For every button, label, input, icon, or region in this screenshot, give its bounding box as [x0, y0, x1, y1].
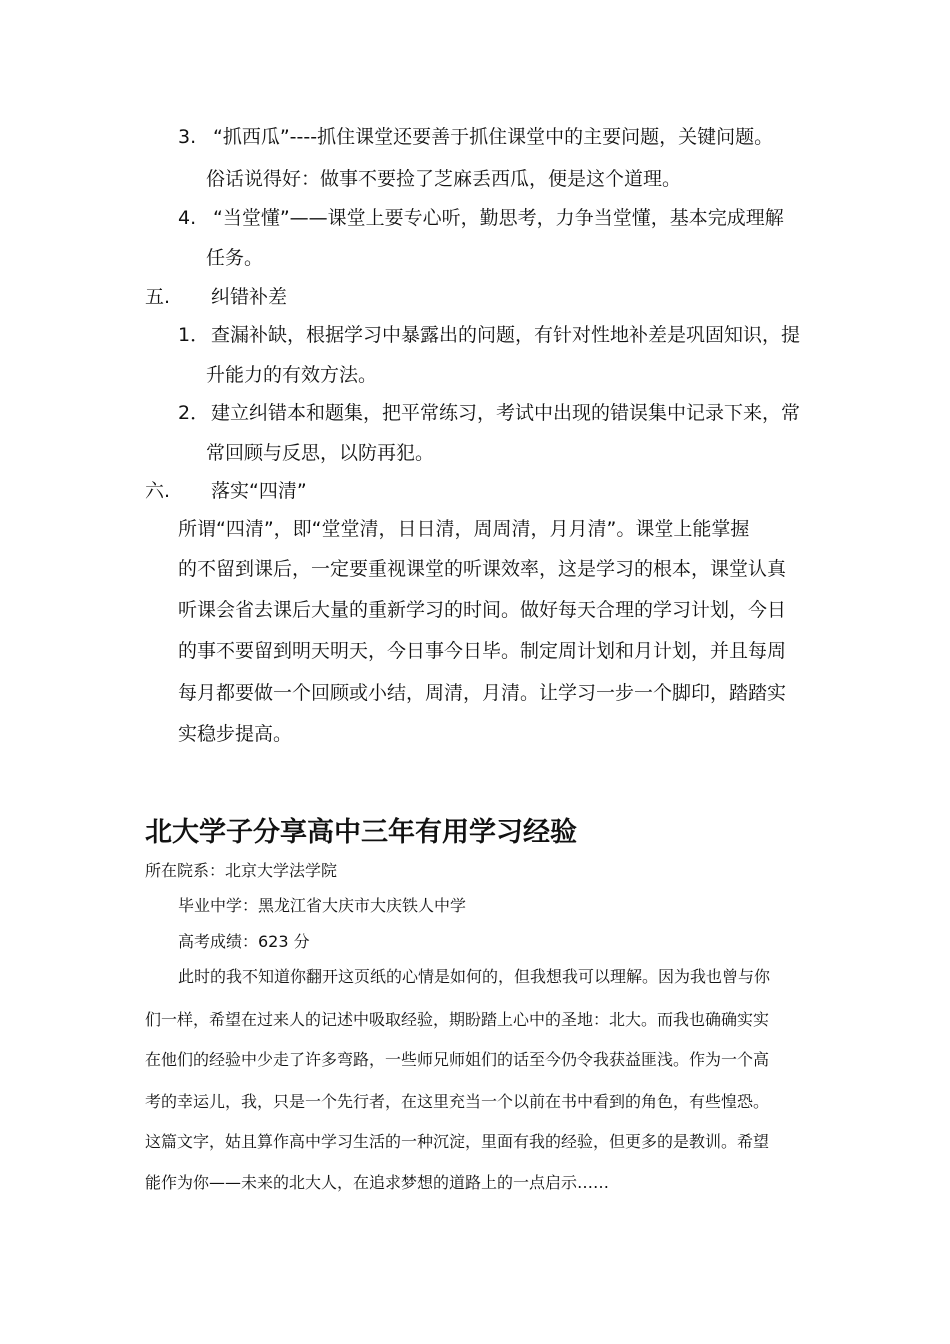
article-department: 所在院系：北京大学法学院 — [145, 861, 338, 880]
list-item-text: 常回顾与反思，以防再犯。 — [206, 442, 435, 464]
paragraph-line: 实稳步提高。 — [178, 723, 293, 745]
list-item-text: “抓西瓜”----抓住课堂还要善于抓住课堂中的主要问题，关键问题。 — [213, 126, 774, 148]
paragraph-line: 的事不要留到明天明天，今日事今日毕。制定周计划和月计划，并且每周 — [178, 640, 787, 662]
section-heading: 落实“四清” — [211, 480, 307, 502]
paragraph-line: 每月都要做一个回顾或小结，周清，月清。让学习一步一个脚印，踏踏实 — [178, 682, 787, 704]
list-item-text: 升能力的有效方法。 — [206, 364, 378, 386]
list-item-number: 3. — [178, 126, 197, 148]
section-number: 五. — [145, 286, 171, 308]
list-item-text: 俗话说得好：做事不要捡了芝麻丢西瓜，便是这个道理。 — [206, 168, 682, 190]
section-heading: 纠错补差 — [211, 286, 288, 308]
article-body-line: 此时的我不知道你翻开这页纸的心情是如何的，但我想我可以理解。因为我也曾与你 — [178, 967, 771, 986]
section-number: 六. — [145, 480, 171, 502]
list-item-number: 1． — [178, 324, 210, 346]
list-item-text: 查漏补缺，根据学习中暴露出的问题，有针对性地补差是巩固知识，提 — [211, 324, 801, 346]
article-title: 北大学子分享高中三年有用学习经验 — [145, 817, 577, 848]
article-body-line: 考的幸运儿，我，只是一个先行者，在这里充当一个以前在书中看到的角色，有些惶恐。 — [145, 1092, 770, 1111]
article-body-line: 这篇文字，姑且算作高中学习生活的一种沉淀，里面有我的经验，但更多的是教训。希望 — [145, 1132, 770, 1151]
list-item-number: 2． — [178, 402, 210, 424]
list-item-text: 建立纠错本和题集，把平常练习，考试中出现的错误集中记录下来，常 — [211, 402, 801, 424]
article-body-line: 们一样，希望在过来人的记述中吸取经验，期盼踏上心中的圣地：北大。而我也确确实实 — [145, 1010, 770, 1029]
article-body-line: 能作为你——未来的北大人，在追求梦想的道路上的一点启示…… — [145, 1173, 610, 1192]
list-item-text: 任务。 — [206, 247, 264, 269]
article-score: 高考成绩：623 分 — [178, 932, 310, 951]
paragraph-line: 的不留到课后，一定要重视课堂的听课效率，这是学习的根本，课堂认真 — [178, 558, 787, 580]
paragraph-line: 听课会省去课后大量的重新学习的时间。做好每天合理的学习计划，今日 — [178, 599, 787, 621]
list-item-number: 4. — [178, 207, 197, 229]
article-school: 毕业中学：黑龙江省大庆市大庆铁人中学 — [178, 896, 467, 915]
list-item-text: “当堂懂”——课堂上要专心听，勤思考，力争当堂懂，基本完成理解 — [213, 207, 784, 229]
paragraph-line: 所谓“四清”，即“堂堂清，日日清，周周清，月月清”。课堂上能掌握 — [178, 518, 750, 540]
article-body-line: 在他们的经验中少走了许多弯路，一些师兄师姐们的话至今仍令我获益匪浅。作为一个高 — [145, 1050, 770, 1069]
